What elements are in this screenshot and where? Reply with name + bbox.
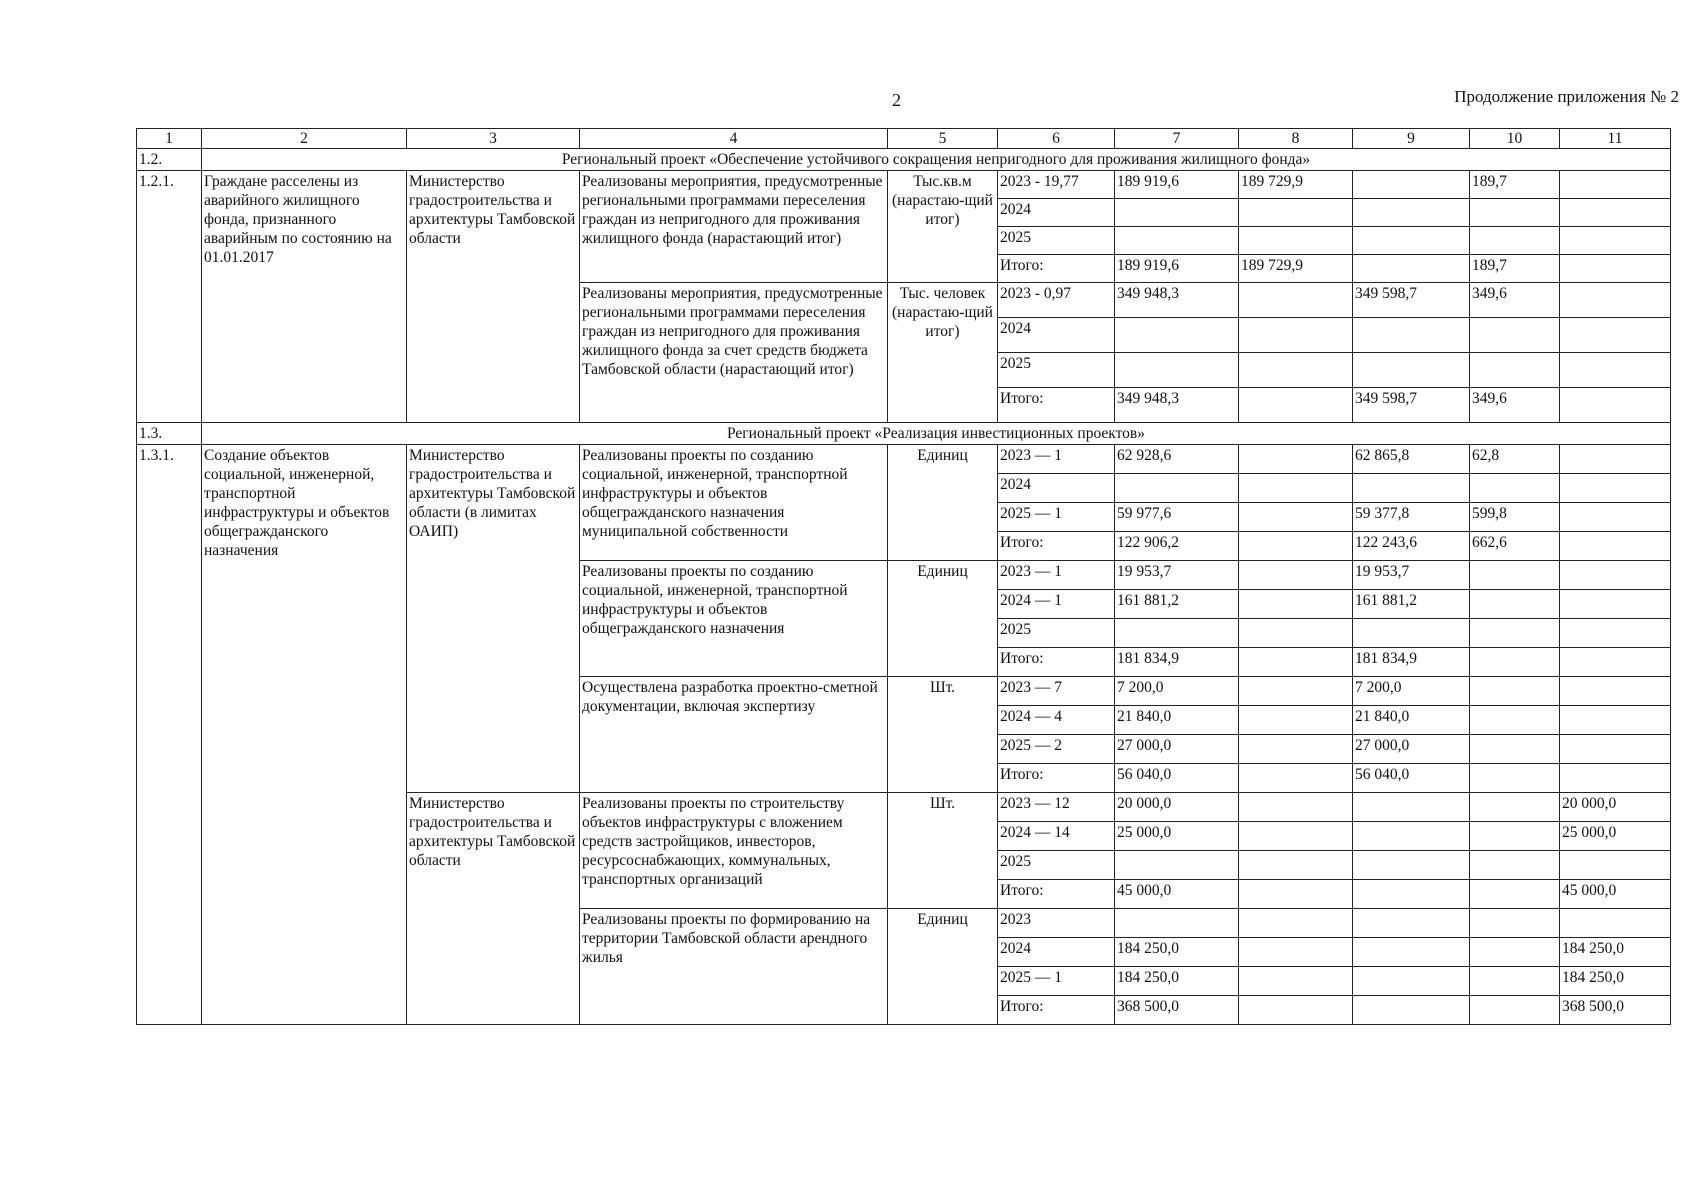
value-cell — [1560, 764, 1671, 793]
table-row — [137, 445, 1671, 474]
value-cell: 189,7 — [1470, 255, 1560, 283]
column-header: 3 — [407, 129, 580, 149]
value-cell — [1115, 227, 1239, 255]
value-cell — [1115, 318, 1239, 353]
value-cell — [1560, 227, 1671, 255]
item-result: Создание объектов социальной, инженерной, транспортной инфраструктуры и объектов общегражданского назначения — [202, 445, 407, 1025]
year-cell: 2023 - 19,77 — [998, 171, 1115, 199]
year-cell: Итого: — [998, 648, 1115, 677]
value-cell — [1353, 318, 1470, 353]
value-cell — [1239, 735, 1353, 764]
value-cell: 189 729,9 — [1239, 171, 1353, 199]
value-cell — [1560, 619, 1671, 648]
value-cell — [1560, 474, 1671, 503]
value-cell — [1560, 283, 1671, 318]
section-title: Региональный проект «Реализация инвестиционных проектов» — [202, 423, 1671, 445]
value-cell: 349 598,7 — [1353, 283, 1470, 318]
page-note: Продолжение приложения № 2 — [1454, 87, 1679, 106]
value-cell — [1115, 909, 1239, 938]
year-cell: Итого: — [998, 255, 1115, 283]
value-cell — [1470, 677, 1560, 706]
value-cell — [1470, 561, 1560, 590]
column-header: 6 — [998, 129, 1115, 149]
value-cell: 59 977,6 — [1115, 503, 1239, 532]
value-cell — [1239, 793, 1353, 822]
year-cell: 2023 — 1 — [998, 561, 1115, 590]
value-cell: 62 928,6 — [1115, 445, 1239, 474]
value-cell: 45 000,0 — [1560, 880, 1671, 909]
value-cell — [1115, 851, 1239, 880]
value-cell: 184 250,0 — [1115, 967, 1239, 996]
value-cell: 27 000,0 — [1115, 735, 1239, 764]
value-cell — [1470, 199, 1560, 227]
year-cell: Итого: — [998, 532, 1115, 561]
year-cell: 2025 — [998, 851, 1115, 880]
column-header: 7 — [1115, 129, 1239, 149]
value-cell — [1353, 353, 1470, 388]
year-cell: 2025 — 1 — [998, 967, 1115, 996]
value-cell: 184 250,0 — [1560, 967, 1671, 996]
section-number: 1.2. — [137, 149, 202, 171]
value-cell — [1239, 283, 1353, 318]
item-executor: Министерство градостроительства и архитектуры Тамбовской области — [407, 171, 580, 423]
year-cell: Итого: — [998, 880, 1115, 909]
table-row — [137, 129, 1671, 149]
value-cell — [1239, 909, 1353, 938]
value-cell — [1353, 967, 1470, 996]
value-cell: 599,8 — [1470, 503, 1560, 532]
column-header: 1 — [137, 129, 202, 149]
column-header: 4 — [580, 129, 888, 149]
value-cell: 161 881,2 — [1115, 590, 1239, 619]
value-cell: 189 919,6 — [1115, 171, 1239, 199]
indicator-unit: Единиц — [888, 445, 998, 561]
value-cell — [1353, 909, 1470, 938]
value-cell: 184 250,0 — [1115, 938, 1239, 967]
value-cell — [1353, 199, 1470, 227]
year-cell: 2025 — 2 — [998, 735, 1115, 764]
column-header: 5 — [888, 129, 998, 149]
value-cell — [1470, 909, 1560, 938]
value-cell: 189,7 — [1470, 171, 1560, 199]
value-cell — [1239, 388, 1353, 423]
value-cell — [1470, 706, 1560, 735]
value-cell — [1239, 648, 1353, 677]
value-cell — [1239, 851, 1353, 880]
value-cell — [1353, 619, 1470, 648]
section-number: 1.3. — [137, 423, 202, 445]
indicator-name: Реализованы мероприятия, предусмотренные региональными программами переселения граждан из непригодного для проживания жилищного фонда (нарастающий итог) — [580, 171, 888, 283]
value-cell: 349 598,7 — [1353, 388, 1470, 423]
item-executor: Министерство градостроительства и архитектуры Тамбовской области (в лимитах ОАИП) — [407, 445, 580, 793]
indicator-unit: Тыс.кв.м (нарастаю-щий итог) — [888, 171, 998, 283]
column-header: 10 — [1470, 129, 1560, 149]
value-cell — [1470, 967, 1560, 996]
value-cell — [1470, 590, 1560, 619]
value-cell — [1239, 764, 1353, 793]
year-cell: 2023 — 12 — [998, 793, 1115, 822]
value-cell — [1239, 822, 1353, 851]
value-cell — [1560, 851, 1671, 880]
value-cell — [1239, 474, 1353, 503]
indicator-name: Осуществлена разработка проектно-сметной документации, включая экспертизу — [580, 677, 888, 793]
indicator-name: Реализованы мероприятия, предусмотренные региональными программами переселения граждан из непригодного для проживания жилищного фонда за счет средств бюджета Тамбовской области (нарастающий итог) — [580, 283, 888, 423]
value-cell — [1470, 764, 1560, 793]
value-cell: 368 500,0 — [1560, 996, 1671, 1025]
value-cell — [1239, 532, 1353, 561]
value-cell — [1239, 353, 1353, 388]
value-cell: 7 200,0 — [1115, 677, 1239, 706]
section-title: Региональный проект «Обеспечение устойчивого сокращения непригодного для проживания жилищного фонда» — [202, 149, 1671, 171]
column-header: 2 — [202, 129, 407, 149]
year-cell: 2025 — [998, 353, 1115, 388]
value-cell — [1239, 996, 1353, 1025]
value-cell: 21 840,0 — [1353, 706, 1470, 735]
value-cell — [1560, 677, 1671, 706]
value-cell: 161 881,2 — [1353, 590, 1470, 619]
value-cell: 20 000,0 — [1115, 793, 1239, 822]
value-cell: 56 040,0 — [1115, 764, 1239, 793]
value-cell — [1470, 619, 1560, 648]
value-cell — [1560, 590, 1671, 619]
value-cell — [1470, 735, 1560, 764]
value-cell: 62,8 — [1470, 445, 1560, 474]
year-cell: 2023 — 7 — [998, 677, 1115, 706]
year-cell: 2023 - 0,97 — [998, 283, 1115, 318]
indicator-unit: Шт. — [888, 677, 998, 793]
value-cell — [1470, 793, 1560, 822]
value-cell — [1353, 793, 1470, 822]
value-cell — [1470, 938, 1560, 967]
year-cell: 2025 — 1 — [998, 503, 1115, 532]
value-cell — [1560, 445, 1671, 474]
column-header: 9 — [1353, 129, 1470, 149]
value-cell — [1239, 880, 1353, 909]
column-header: 8 — [1239, 129, 1353, 149]
value-cell: 349 948,3 — [1115, 388, 1239, 423]
year-cell: 2025 — [998, 619, 1115, 648]
value-cell: 19 953,7 — [1353, 561, 1470, 590]
indicator-name: Реализованы проекты по созданию социальной, инженерной, транспортной инфраструктуры и объектов общегражданского назначения муниципальной собственности — [580, 445, 888, 561]
value-cell — [1560, 199, 1671, 227]
page-number: 2 — [892, 90, 901, 110]
value-cell: 21 840,0 — [1115, 706, 1239, 735]
value-cell — [1470, 318, 1560, 353]
column-header: 11 — [1560, 129, 1671, 149]
table-row — [137, 149, 1671, 171]
value-cell — [1470, 353, 1560, 388]
indicator-name: Реализованы проекты по созданию социальной, инженерной, транспортной инфраструктуры и объектов общегражданского назначения — [580, 561, 888, 677]
value-cell — [1239, 199, 1353, 227]
year-cell: 2024 — 4 — [998, 706, 1115, 735]
value-cell — [1239, 938, 1353, 967]
value-cell — [1353, 880, 1470, 909]
value-cell — [1470, 474, 1560, 503]
value-cell — [1470, 880, 1560, 909]
value-cell: 25 000,0 — [1115, 822, 1239, 851]
item-number: 1.2.1. — [137, 171, 202, 423]
year-cell: 2024 — [998, 199, 1115, 227]
value-cell — [1353, 822, 1470, 851]
indicator-unit: Единиц — [888, 561, 998, 677]
value-cell: 181 834,9 — [1353, 648, 1470, 677]
value-cell: 368 500,0 — [1115, 996, 1239, 1025]
value-cell — [1115, 474, 1239, 503]
value-cell — [1560, 171, 1671, 199]
value-cell — [1239, 318, 1353, 353]
value-cell — [1353, 227, 1470, 255]
item-executor: Министерство градостроительства и архитектуры Тамбовской области — [407, 793, 580, 1025]
value-cell — [1560, 561, 1671, 590]
indicator-name: Реализованы проекты по формированию на территории Тамбовской области арендного жилья — [580, 909, 888, 1025]
table-row — [137, 423, 1671, 445]
value-cell — [1239, 227, 1353, 255]
year-cell: 2024 — [998, 938, 1115, 967]
value-cell — [1239, 706, 1353, 735]
program-table — [136, 128, 1671, 1025]
value-cell: 20 000,0 — [1560, 793, 1671, 822]
value-cell: 181 834,9 — [1115, 648, 1239, 677]
value-cell — [1239, 619, 1353, 648]
value-cell — [1470, 851, 1560, 880]
value-cell: 184 250,0 — [1560, 938, 1671, 967]
year-cell: 2024 — [998, 474, 1115, 503]
value-cell: 45 000,0 — [1115, 880, 1239, 909]
value-cell — [1239, 503, 1353, 532]
year-cell: 2025 — [998, 227, 1115, 255]
value-cell — [1560, 706, 1671, 735]
year-cell: Итого: — [998, 764, 1115, 793]
value-cell — [1560, 532, 1671, 561]
value-cell — [1560, 318, 1671, 353]
value-cell — [1239, 445, 1353, 474]
value-cell: 7 200,0 — [1353, 677, 1470, 706]
year-cell: 2023 — [998, 909, 1115, 938]
indicator-name: Реализованы проекты по строительству объектов инфраструктуры с вложением средств застройщиков, инвесторов, ресурсоснабжающих, коммунальных, транспортных организаций — [580, 793, 888, 909]
year-cell: 2024 — 14 — [998, 822, 1115, 851]
value-cell — [1470, 227, 1560, 255]
item-number: 1.3.1. — [137, 445, 202, 1025]
value-cell — [1115, 199, 1239, 227]
indicator-unit: Единиц — [888, 909, 998, 1025]
value-cell: 349 948,3 — [1115, 283, 1239, 318]
value-cell — [1560, 255, 1671, 283]
value-cell: 27 000,0 — [1353, 735, 1470, 764]
value-cell — [1353, 171, 1470, 199]
value-cell — [1353, 255, 1470, 283]
value-cell: 189 919,6 — [1115, 255, 1239, 283]
value-cell — [1560, 735, 1671, 764]
value-cell — [1560, 648, 1671, 677]
value-cell: 349,6 — [1470, 388, 1560, 423]
value-cell: 56 040,0 — [1353, 764, 1470, 793]
value-cell: 19 953,7 — [1115, 561, 1239, 590]
indicator-unit: Тыс. человек (нарастаю-щий итог) — [888, 283, 998, 423]
value-cell: 25 000,0 — [1560, 822, 1671, 851]
value-cell — [1353, 996, 1470, 1025]
value-cell: 59 377,8 — [1353, 503, 1470, 532]
value-cell — [1470, 822, 1560, 851]
year-cell: 2024 — 1 — [998, 590, 1115, 619]
value-cell — [1560, 503, 1671, 532]
value-cell — [1115, 619, 1239, 648]
year-cell: 2024 — [998, 318, 1115, 353]
value-cell — [1560, 353, 1671, 388]
value-cell — [1353, 474, 1470, 503]
indicator-unit: Шт. — [888, 793, 998, 909]
year-cell: 2023 — 1 — [998, 445, 1115, 474]
value-cell — [1560, 909, 1671, 938]
year-cell: Итого: — [998, 996, 1115, 1025]
value-cell — [1115, 353, 1239, 388]
year-cell: Итого: — [998, 388, 1115, 423]
value-cell: 189 729,9 — [1239, 255, 1353, 283]
item-result: Граждане расселены из аварийного жилищного фонда, признанного аварийным по состоянию на 01.01.2017 — [202, 171, 407, 423]
value-cell: 662,6 — [1470, 532, 1560, 561]
value-cell — [1353, 938, 1470, 967]
table-row — [137, 171, 1671, 199]
value-cell: 122 906,2 — [1115, 532, 1239, 561]
value-cell — [1470, 648, 1560, 677]
value-cell — [1560, 388, 1671, 423]
value-cell — [1239, 590, 1353, 619]
value-cell — [1353, 851, 1470, 880]
value-cell: 349,6 — [1470, 283, 1560, 318]
value-cell — [1239, 967, 1353, 996]
value-cell: 62 865,8 — [1353, 445, 1470, 474]
value-cell — [1239, 561, 1353, 590]
value-cell — [1470, 996, 1560, 1025]
value-cell: 122 243,6 — [1353, 532, 1470, 561]
value-cell — [1239, 677, 1353, 706]
